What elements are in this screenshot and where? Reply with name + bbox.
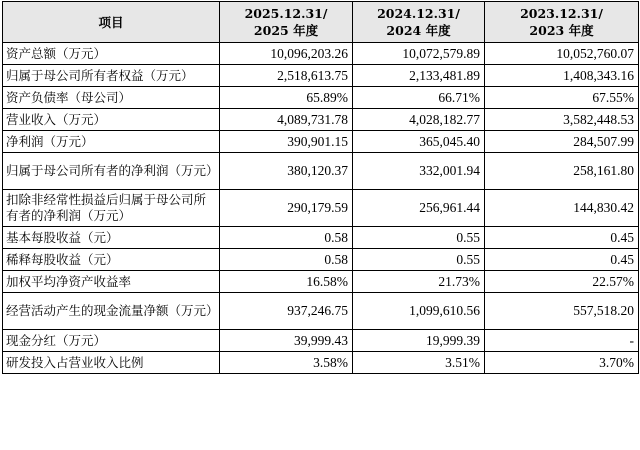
value-2025: 2,518,613.75 <box>220 65 353 87</box>
table-row <box>3 352 639 374</box>
row-label: 资产总额（万元） <box>3 43 220 65</box>
value-2025: 937,246.75 <box>220 293 353 330</box>
value-2025: 10,096,203.26 <box>220 43 353 65</box>
row-label: 净利润（万元） <box>3 131 220 153</box>
value-2023: 0.45 <box>485 227 639 249</box>
header-2023 <box>485 2 639 43</box>
value-2024: 1,099,610.56 <box>353 293 485 330</box>
header-2024 <box>353 2 485 43</box>
value-2023: 10,052,760.07 <box>485 43 639 65</box>
table-row <box>3 249 639 271</box>
table-row <box>3 293 639 330</box>
row-label: 研发投入占营业收入比例 <box>3 352 220 374</box>
value-2024: 21.73% <box>353 271 485 293</box>
table-body <box>3 43 639 374</box>
value-2025: 390,901.15 <box>220 131 353 153</box>
value-2024: 2,133,481.89 <box>353 65 485 87</box>
header-2025 <box>220 2 353 43</box>
value-2023: 3.70% <box>485 352 639 374</box>
row-label: 扣除非经常性损益后归属于母公司所有者的净利润（万元） <box>3 190 220 227</box>
row-label: 基本每股收益（元） <box>3 227 220 249</box>
table-header-row <box>3 2 639 43</box>
value-2024: 0.55 <box>353 249 485 271</box>
value-2023: 22.57% <box>485 271 639 293</box>
header-2024-year: 2024 年度 <box>386 23 451 38</box>
table-row <box>3 109 639 131</box>
value-2025: 65.89% <box>220 87 353 109</box>
header-2024-date: 2024.12.31/ <box>377 6 460 21</box>
value-2025: 3.58% <box>220 352 353 374</box>
value-2023: 258,161.80 <box>485 153 639 190</box>
value-2024: 19,999.39 <box>353 330 485 352</box>
value-2023: - <box>485 330 639 352</box>
value-2023: 144,830.42 <box>485 190 639 227</box>
row-label: 加权平均净资产收益率 <box>3 271 220 293</box>
header-2023-date: 2023.12.31/ <box>520 6 603 21</box>
table-row <box>3 87 639 109</box>
table-row <box>3 43 639 65</box>
table-row <box>3 330 639 352</box>
value-2023: 557,518.20 <box>485 293 639 330</box>
value-2024: 0.55 <box>353 227 485 249</box>
header-2025-year: 2025 年度 <box>253 23 319 38</box>
row-label: 经营活动产生的现金流量净额（万元） <box>3 293 220 330</box>
value-2023: 1,408,343.16 <box>485 65 639 87</box>
financial-table-container <box>0 1 640 449</box>
table-row <box>3 153 639 190</box>
row-label: 归属于母公司所有者的净利润（万元） <box>3 153 220 190</box>
value-2024: 66.71% <box>353 87 485 109</box>
value-2025: 0.58 <box>220 227 353 249</box>
row-label: 归属于母公司所有者权益（万元） <box>3 65 220 87</box>
row-label: 稀释每股收益（元） <box>3 249 220 271</box>
value-2024: 3.51% <box>353 352 485 374</box>
row-label: 现金分红（万元） <box>3 330 220 352</box>
financial-data-table <box>2 1 639 374</box>
table-row <box>3 271 639 293</box>
table-row <box>3 65 639 87</box>
value-2023: 0.45 <box>485 249 639 271</box>
value-2025: 39,999.43 <box>220 330 353 352</box>
row-label: 营业收入（万元） <box>3 109 220 131</box>
table-row <box>3 227 639 249</box>
row-label: 资产负债率（母公司） <box>3 87 220 109</box>
header-2023-year: 2023 年度 <box>529 23 594 38</box>
value-2025: 290,179.59 <box>220 190 353 227</box>
value-2024: 332,001.94 <box>353 153 485 190</box>
value-2024: 256,961.44 <box>353 190 485 227</box>
value-2024: 10,072,579.89 <box>353 43 485 65</box>
value-2024: 365,045.40 <box>353 131 485 153</box>
value-2025: 4,089,731.78 <box>220 109 353 131</box>
value-2023: 3,582,448.53 <box>485 109 639 131</box>
value-2023: 284,507.99 <box>485 131 639 153</box>
table-row <box>3 190 639 227</box>
header-2025-date: 2025.12.31/ <box>244 6 328 21</box>
header-item: 项目 <box>3 2 220 43</box>
value-2025: 16.58% <box>220 271 353 293</box>
value-2025: 0.58 <box>220 249 353 271</box>
table-row <box>3 131 639 153</box>
value-2023: 67.55% <box>485 87 639 109</box>
value-2024: 4,028,182.77 <box>353 109 485 131</box>
value-2025: 380,120.37 <box>220 153 353 190</box>
